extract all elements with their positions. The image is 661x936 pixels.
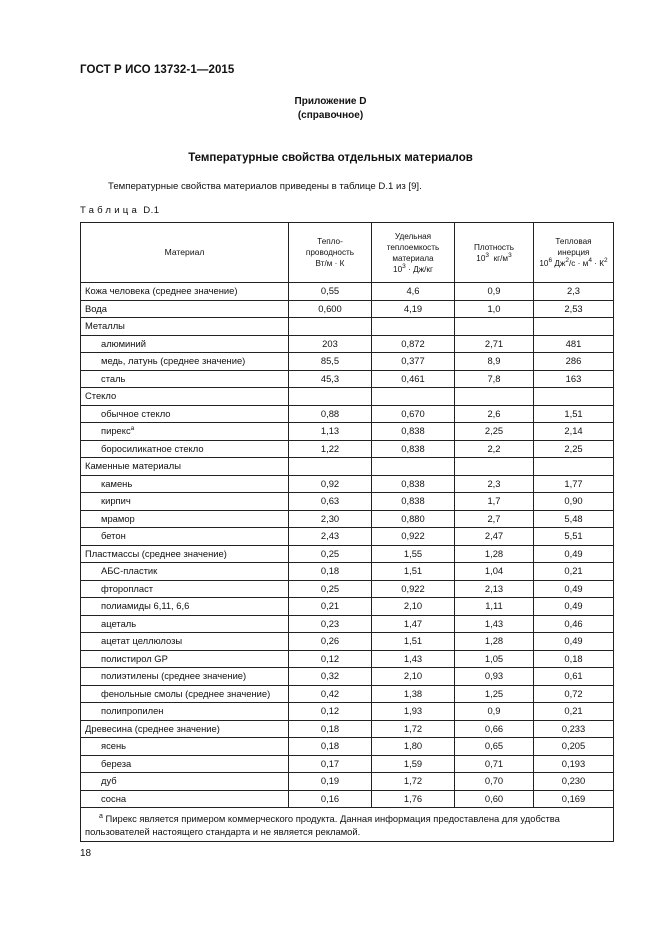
conductivity-cell: 0,600	[289, 300, 372, 318]
material-name-cell	[81, 353, 289, 371]
conductivity-cell: 2,30	[289, 510, 372, 528]
heat-capacity-cell	[372, 388, 455, 406]
conductivity-cell: 0,23	[289, 615, 372, 633]
table-row	[81, 510, 614, 528]
table-row	[81, 475, 614, 493]
conductivity-cell: 85,5	[289, 353, 372, 371]
material-name-cell	[81, 335, 289, 353]
density-cell: 2,6	[455, 405, 534, 423]
density-cell: 2,3	[455, 475, 534, 493]
material-name-cell	[81, 545, 289, 563]
heat-capacity-cell: 1,76	[372, 790, 455, 808]
conductivity-cell: 0,18	[289, 738, 372, 756]
inertia-cell: 0,18	[534, 650, 614, 668]
density-cell: 1,28	[455, 545, 534, 563]
conductivity-cell: 1,13	[289, 423, 372, 441]
table-row	[81, 388, 614, 406]
conductivity-cell: 0,63	[289, 493, 372, 511]
density-cell: 1,28	[455, 633, 534, 651]
col-header-material: Материал	[81, 223, 289, 283]
material-name-cell	[81, 563, 289, 581]
conductivity-cell	[289, 388, 372, 406]
material-name: боросиликатное стекло	[101, 442, 204, 454]
inertia-cell: 0,46	[534, 615, 614, 633]
heat-capacity-cell: 4,19	[372, 300, 455, 318]
inertia-cell: 0,61	[534, 668, 614, 686]
conductivity-cell	[289, 458, 372, 476]
inertia-cell: 0,230	[534, 773, 614, 791]
density-cell: 1,04	[455, 563, 534, 581]
density-cell	[455, 388, 534, 406]
inertia-cell: 0,169	[534, 790, 614, 808]
inertia-cell: 5,48	[534, 510, 614, 528]
inertia-cell: 5,51	[534, 528, 614, 546]
material-name: сосна	[101, 792, 127, 804]
table-row	[81, 335, 614, 353]
material-name-cell	[81, 580, 289, 598]
intro-paragraph: Температурные свойства материалов приведены в таблице D.1 из [9].	[108, 181, 422, 192]
material-name: ацеталь	[101, 617, 137, 629]
table-row	[81, 615, 614, 633]
table-row	[81, 633, 614, 651]
density-cell: 1,25	[455, 685, 534, 703]
heat-capacity-cell: 0,922	[372, 580, 455, 598]
material-name: сталь	[101, 372, 126, 384]
table-row	[81, 283, 614, 301]
material-name: мрамор	[101, 512, 135, 524]
table-row	[81, 493, 614, 511]
density-cell: 1,43	[455, 615, 534, 633]
table-row	[81, 703, 614, 721]
density-cell: 1,05	[455, 650, 534, 668]
material-name-cell	[81, 475, 289, 493]
table-row	[81, 353, 614, 371]
material-name-cell	[81, 720, 289, 738]
heat-capacity-cell: 1,43	[372, 650, 455, 668]
table-label	[80, 205, 160, 216]
material-name: Пластмассы (среднее значение)	[85, 547, 227, 559]
heat-capacity-cell: 1,72	[372, 720, 455, 738]
material-name-cell	[81, 493, 289, 511]
density-cell: 0,65	[455, 738, 534, 756]
heat-capacity-cell: 1,51	[372, 633, 455, 651]
table-row	[81, 405, 614, 423]
conductivity-cell: 0,21	[289, 598, 372, 616]
material-name: пирекс	[101, 425, 131, 437]
material-name-cell	[81, 510, 289, 528]
document-header: ГОСТ Р ИСО 13732-1—2015	[80, 64, 235, 76]
material-name: Кожа человека (среднее значение)	[85, 285, 238, 297]
inertia-cell: 163	[534, 370, 614, 388]
density-cell: 0,70	[455, 773, 534, 791]
density-cell: 7,8	[455, 370, 534, 388]
heat-capacity-cell: 0,377	[372, 353, 455, 371]
inertia-cell: 286	[534, 353, 614, 371]
material-name-cell	[81, 703, 289, 721]
heat-capacity-cell: 4,6	[372, 283, 455, 301]
conductivity-cell: 0,19	[289, 773, 372, 791]
table-label-number: D.1	[143, 205, 160, 216]
density-cell: 8,9	[455, 353, 534, 371]
density-cell: 0,93	[455, 668, 534, 686]
conductivity-cell: 0,32	[289, 668, 372, 686]
page-number: 18	[80, 848, 92, 859]
inertia-cell: 0,72	[534, 685, 614, 703]
table-row	[81, 685, 614, 703]
table-row	[81, 668, 614, 686]
table-row	[81, 300, 614, 318]
table-row	[81, 720, 614, 738]
table-row	[81, 773, 614, 791]
table-row	[81, 738, 614, 756]
material-name-cell	[81, 370, 289, 388]
conductivity-cell: 0,92	[289, 475, 372, 493]
heat-capacity-cell: 1,38	[372, 685, 455, 703]
material-name-cell	[81, 598, 289, 616]
conductivity-cell: 0,26	[289, 633, 372, 651]
material-name-cell	[81, 283, 289, 301]
table-row	[81, 318, 614, 336]
density-cell	[455, 458, 534, 476]
material-name: медь, латунь (среднее значение)	[101, 355, 246, 367]
material-name-cell	[81, 790, 289, 808]
inertia-cell: 2,53	[534, 300, 614, 318]
heat-capacity-cell: 0,922	[372, 528, 455, 546]
density-cell: 2,71	[455, 335, 534, 353]
density-cell: 0,9	[455, 703, 534, 721]
heat-capacity-cell: 0,461	[372, 370, 455, 388]
table-footnote	[81, 808, 614, 842]
heat-capacity-cell	[372, 318, 455, 336]
table-row	[81, 528, 614, 546]
heat-capacity-cell: 1,80	[372, 738, 455, 756]
table-footnote-row	[81, 808, 614, 842]
inertia-cell: 0,49	[534, 633, 614, 651]
heat-capacity-cell: 1,72	[372, 773, 455, 791]
table-row	[81, 598, 614, 616]
material-name: фторопласт	[101, 582, 154, 594]
conductivity-cell: 2,43	[289, 528, 372, 546]
material-name: полиэтилены (среднее значение)	[101, 670, 247, 682]
material-name: обычное стекло	[101, 407, 171, 419]
inertia-cell: 0,49	[534, 545, 614, 563]
density-cell: 2,7	[455, 510, 534, 528]
material-name: ясень	[101, 740, 127, 752]
conductivity-cell: 0,12	[289, 650, 372, 668]
heat-capacity-cell: 1,47	[372, 615, 455, 633]
material-name-cell	[81, 773, 289, 791]
material-name-cell	[81, 423, 289, 441]
heat-capacity-cell: 0,670	[372, 405, 455, 423]
material-name: Вода	[85, 302, 107, 314]
inertia-cell: 0,21	[534, 703, 614, 721]
table-row	[81, 580, 614, 598]
table-row	[81, 755, 614, 773]
material-name-cell	[81, 300, 289, 318]
table-row	[81, 423, 614, 441]
material-name-cell	[81, 405, 289, 423]
footnote-ref: a	[130, 425, 135, 433]
inertia-cell	[534, 318, 614, 336]
density-cell: 1,11	[455, 598, 534, 616]
heat-capacity-cell: 0,838	[372, 423, 455, 441]
density-cell: 2,13	[455, 580, 534, 598]
table-row	[81, 370, 614, 388]
material-name: Древесина (среднее значение)	[85, 722, 220, 734]
inertia-cell: 0,49	[534, 598, 614, 616]
heat-capacity-cell: 0,838	[372, 440, 455, 458]
inertia-cell: 2,14	[534, 423, 614, 441]
inertia-cell: 0,205	[534, 738, 614, 756]
material-name-cell	[81, 615, 289, 633]
inertia-cell: 0,193	[534, 755, 614, 773]
heat-capacity-cell: 0,838	[372, 493, 455, 511]
heat-capacity-cell	[372, 458, 455, 476]
material-name-cell	[81, 440, 289, 458]
inertia-cell	[534, 458, 614, 476]
heat-capacity-cell: 1,59	[372, 755, 455, 773]
table-row	[81, 440, 614, 458]
conductivity-cell: 0,18	[289, 563, 372, 581]
density-cell: 1,0	[455, 300, 534, 318]
material-name-cell	[81, 650, 289, 668]
material-name: Стекло	[85, 390, 117, 402]
material-name-cell	[81, 458, 289, 476]
table-label-word: Таблица	[80, 205, 141, 216]
table-body	[81, 283, 614, 808]
material-name: полистирол GP	[101, 652, 168, 664]
conductivity-cell: 0,16	[289, 790, 372, 808]
material-name-cell	[81, 388, 289, 406]
conductivity-cell: 0,25	[289, 545, 372, 563]
density-cell: 0,66	[455, 720, 534, 738]
conductivity-cell: 45,3	[289, 370, 372, 388]
material-name-cell	[81, 755, 289, 773]
density-cell: 1,7	[455, 493, 534, 511]
table-row	[81, 458, 614, 476]
heat-capacity-cell: 0,872	[372, 335, 455, 353]
density-cell: 0,9	[455, 283, 534, 301]
material-name: бетон	[101, 530, 126, 542]
material-name: АБС-пластик	[101, 565, 158, 577]
material-name-cell	[81, 633, 289, 651]
conductivity-cell: 0,55	[289, 283, 372, 301]
conductivity-cell: 0,25	[289, 580, 372, 598]
heat-capacity-cell: 1,51	[372, 563, 455, 581]
conductivity-cell: 0,88	[289, 405, 372, 423]
heat-capacity-cell: 1,93	[372, 703, 455, 721]
material-name: береза	[101, 757, 132, 769]
conductivity-cell: 203	[289, 335, 372, 353]
conductivity-cell: 0,42	[289, 685, 372, 703]
material-name: Металлы	[85, 320, 125, 332]
heat-capacity-cell: 1,55	[372, 545, 455, 563]
conductivity-cell: 0,12	[289, 703, 372, 721]
heat-capacity-cell: 0,880	[372, 510, 455, 528]
table-row	[81, 545, 614, 563]
footnote-text: Пирекс является примером коммерческого продукта. Данная информация предоставлена для удобства пользователей настоящего стандарта и не является рекламой.	[85, 813, 560, 837]
inertia-cell: 0,233	[534, 720, 614, 738]
material-name-cell	[81, 668, 289, 686]
annex-subtitle: (справочное)	[297, 110, 364, 121]
material-name: полиамиды 6,11, 6,6	[101, 600, 190, 612]
material-name: кирпич	[101, 495, 131, 507]
inertia-cell: 0,90	[534, 493, 614, 511]
density-cell: 0,60	[455, 790, 534, 808]
table-row	[81, 563, 614, 581]
col-header-conductivity: Тепло- проводность Вт/м · К	[289, 223, 372, 283]
inertia-cell: 2,25	[534, 440, 614, 458]
table-row	[81, 650, 614, 668]
col-header-inertia: Тепловая инерция $10^6$ $Дж^2/с \cdot м^4 \cdot К^2$	[534, 223, 614, 283]
inertia-cell	[534, 388, 614, 406]
inertia-cell: 1,77	[534, 475, 614, 493]
material-name: алюминий	[101, 337, 146, 349]
material-name: ацетат целлюлозы	[101, 635, 183, 647]
material-name: фенольные смолы (среднее значение)	[101, 687, 271, 699]
density-cell: 2,47	[455, 528, 534, 546]
inertia-cell: 481	[534, 335, 614, 353]
density-cell	[455, 318, 534, 336]
footnote-mark: a	[99, 813, 103, 820]
inertia-cell: 1,51	[534, 405, 614, 423]
material-name: камень	[101, 477, 133, 489]
heat-capacity-cell: 2,10	[372, 598, 455, 616]
materials-table	[80, 222, 614, 842]
material-name: полипропилен	[101, 705, 164, 717]
inertia-cell: 0,21	[534, 563, 614, 581]
annex-title: Приложение D	[294, 96, 367, 107]
table-row	[81, 790, 614, 808]
section-title: Температурные свойства отдельных материалов	[188, 152, 473, 164]
inertia-cell: 0,49	[534, 580, 614, 598]
table-header-row	[81, 223, 614, 283]
conductivity-cell: 0,18	[289, 720, 372, 738]
inertia-cell: 2,3	[534, 283, 614, 301]
density-cell: 0,71	[455, 755, 534, 773]
col-header-density: Плотность $10^3$ $кг/м^3$	[455, 223, 534, 283]
conductivity-cell: 1,22	[289, 440, 372, 458]
heat-capacity-cell: 2,10	[372, 668, 455, 686]
conductivity-cell	[289, 318, 372, 336]
density-cell: 2,2	[455, 440, 534, 458]
conductivity-cell: 0,17	[289, 755, 372, 773]
material-name-cell	[81, 528, 289, 546]
material-name-cell	[81, 685, 289, 703]
col-header-heat-capacity: Удельная теплоемкость материала $10^3 \cdot Дж/кг$	[372, 223, 455, 283]
heat-capacity-cell: 0,838	[372, 475, 455, 493]
material-name-cell	[81, 318, 289, 336]
material-name-cell	[81, 738, 289, 756]
density-cell: 2,25	[455, 423, 534, 441]
material-name: Каменные материалы	[85, 460, 181, 472]
material-name: дуб	[101, 775, 117, 787]
